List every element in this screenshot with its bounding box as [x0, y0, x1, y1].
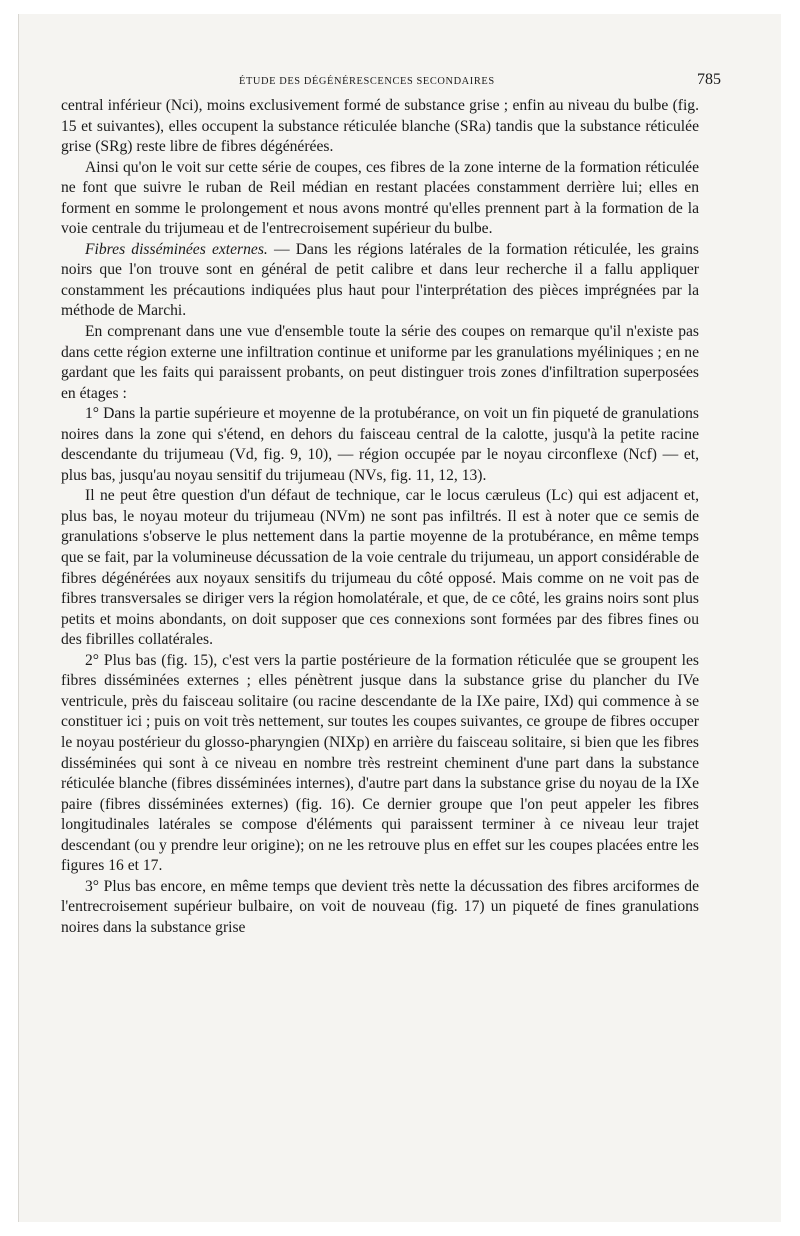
paragraph-3-text: — Dans les régions latérales de la formation réticulée, les grains noirs que l'on trouve sont en général de petit calibre et dans leur recherche il a fallu appliquer constamment les précautions indiquées plus haut pour l'interprétation des pièces imprégnées par la méthode de Marchi. [61, 240, 699, 320]
paragraph-2: Ainsi qu'on le voit sur cette série de coupes, ces fibres de la zone interne de la formation réticulée ne font que suivre le ruban de Reil médian en restant placées constamment derrière lui; elles en forment en somme le prolongement et nous avons montré qu'elles prennent part à la formation de la voie centrale du trijumeau et de l'entrecroisement supérieur du bulbe. [61, 158, 699, 238]
paragraph-8: 3° Plus bas encore, en même temps que devient très nette la décussation des fibres arciformes de l'entrecroisement supérieur bulbaire, on voit de nouveau (fig. 17) un piqueté de fines granulations noires dans la substance grise [61, 877, 699, 936]
paragraph-4: En comprenant dans une vue d'ensemble toute la série des coupes on remarque qu'il n'existe pas dans cette région externe une infiltration continue et uniforme par les granulations myéliniques ; en ne gardant que les faits qui paraissent probants, on peut distinguer trois zones d'infiltration superposées en étages : [61, 323, 699, 402]
paragraph-7: 2° Plus bas (fig. 15), c'est vers la partie postérieure de la formation réticulée que se groupent les fibres disséminées externes ; elles pénètrent jusque dans la substance grise du plancher du IVe ventricule, près du faisceau solitaire (ou racine descendante de la IXe paire, IXd) qui commence à se constituer ici ; puis on voit très nettement, sur toutes les coupes suivantes, ce groupe de fibres occuper le noyau postérieur du glosso-pharyngien (NIXp) en arrière du faisceau solitaire, si bien que les fibres disséminées qui sont à ce niveau en nombre très restreint cheminent d'une part dans la substance réticulée blanche (fibres disséminées internes), d'autre part dans la substance grise du noyau de la IXe paire (fibres disséminées externes) (fig. 16). Ce dernier groupe que l'on peut appeler les fibres longitudinales latérales se compose d'éléments qui paraissent terminer à ce niveau leur trajet descendant (ou y prendre leur origine); on ne les retrouve plus en effet sur les coupes placées entre les figures 16 et 17. [61, 651, 699, 875]
paragraph-5: 1° Dans la partie supérieure et moyenne de la protubérance, on voit un fin piqueté de granulations noires dans la zone qui s'étend, en dehors du faisceau central de la calotte, jusqu'à la petite racine descendante du trijumeau (Vd, fig. 9, 10), — région occupée par le noyau circonflexe (Ncf) — et, plus bas, jusqu'au noyau sensitif du trijumeau (NVs, fig. 11, 12, 13). [61, 405, 699, 484]
paragraph-1: central inférieur (Nci), moins exclusivement formé de substance grise ; enfin au niveau du bulbe (fig. 15 et suivantes), elles occupent la substance réticulée blanche (SRa) tandis que la substance réticulée grise (SRg) reste libre de fibres dégénérées. [61, 97, 699, 156]
page-number: 785 [697, 71, 721, 88]
running-head [77, 72, 721, 94]
body-text [61, 96, 699, 938]
paragraph-3 [61, 240, 699, 322]
paragraph-6: Il ne peut être question d'un défaut de technique, car le locus cæruleus (Lc) qui est adjacent et, plus bas, le noyau moteur du trijumeau (NVm) ne sont pas infiltrés. Il est à noter que ce semis de granulations s'observe le plus nettement dans la partie moyenne de la protubérance, en même temps que se fait, par la volumineuse décussation de la voie centrale du trijumeau, un apport considérable de fibres dégénérées aux noyaux sensitifs du trijumeau du côté opposé. Mais comme on ne voit pas de fibres transversales se diriger vers la région homolatérale, et que, de ce côté, les grains noirs sont plus petits et moins abondants, on doit supposer que ces connexions sont formées par des fibres fines ou des fibrilles collatérales. [61, 487, 699, 649]
running-title: ÉTUDE DES DÉGÉNÉRESCENCES SECONDAIRES [239, 76, 495, 87]
paragraph-3-lead: Fibres disséminées externes. [85, 240, 268, 258]
